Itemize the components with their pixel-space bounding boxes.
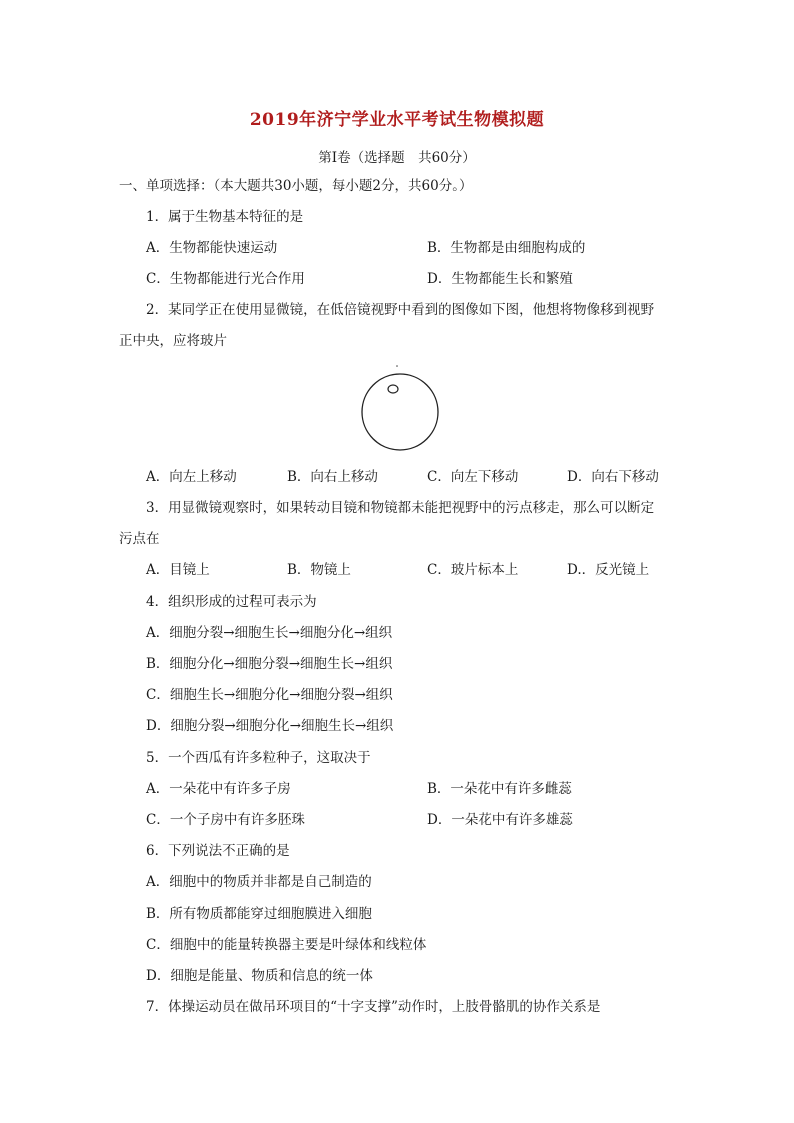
question-4-option-b: B．细胞分化→细胞分裂→细胞生长→组织 (146, 656, 393, 672)
question-3-stem-line2: 污点在 (119, 531, 160, 547)
question-5-stem: 5．一个西瓜有许多粒种子，这取决于 (146, 750, 371, 766)
question-3-option-a: A．目镜上 (146, 562, 210, 578)
question-1-stem: 1．属于生物基本特征的是 (146, 209, 304, 225)
question-2-stem-line2: 正中央，应将玻片 (119, 333, 227, 349)
question-6-option-c: C．细胞中的能量转换器主要是叶绿体和线粒体 (146, 937, 427, 953)
question-2-option-a: A．向左上移动 (146, 469, 237, 485)
question-5-option-a: A．一朵花中有许多子房 (146, 781, 291, 797)
question-2-option-b: B．向右上移动 (287, 469, 378, 485)
microscope-field-figure (360, 362, 450, 454)
exam-title: 2019年济宁学业水平考试生物模拟题 (249, 110, 545, 130)
question-4-stem: 4．组织形成的过程可表示为 (146, 594, 317, 610)
question-5-option-c: C．一个子房中有许多胚珠 (146, 812, 305, 828)
question-1-option-b: B．生物都是由细胞构成的 (427, 240, 586, 256)
question-3-option-c: C．玻片标本上 (427, 562, 519, 578)
question-5-option-d: D．一朵花中有许多雄蕊 (427, 812, 573, 828)
question-5-option-b: B．一朵花中有许多雌蕊 (427, 781, 572, 797)
question-1-option-a: A．生物都能快速运动 (146, 240, 278, 256)
speck-mark (396, 365, 398, 367)
question-2-option-c: C．向左下移动 (427, 469, 519, 485)
question-1-option-d: D．生物都能生长和繁殖 (427, 271, 573, 287)
question-2-stem-line1: 2．某同学正在使用显微镜，在低倍镜视野中看到的图像如下图，他想将物像移到视野 (146, 302, 655, 318)
question-6-option-a: A．细胞中的物质并非都是自己制造的 (146, 874, 372, 890)
question-1-option-c: C．生物都能进行光合作用 (146, 271, 305, 287)
field-of-view-circle (362, 374, 438, 450)
question-7-stem: 7．体操运动员在做吊环项目的“十字支撑”动作时，上肢骨骼肌的协作关系是 (146, 999, 601, 1015)
question-6-option-d: D．细胞是能量、物质和信息的统一体 (146, 968, 373, 984)
specimen-object (388, 385, 398, 393)
question-3-stem-line1: 3．用显微镜观察时，如果转动目镜和物镜都未能把视野中的污点移走，那么可以断定 (146, 500, 655, 516)
question-3-option-d: D.．反光镜上 (567, 562, 650, 578)
question-4-option-a: A．细胞分裂→细胞生长→细胞分化→组织 (146, 625, 393, 641)
question-2-option-d: D．向右下移动 (567, 469, 659, 485)
question-3-option-b: B．物镜上 (287, 562, 351, 578)
question-4-option-d: D．细胞分裂→细胞分化→细胞生长→组织 (146, 718, 394, 734)
question-6-option-b: B．所有物质都能穿过细胞膜进入细胞 (146, 906, 372, 922)
section-heading: 一、单项选择：（本大题共30小题，每小题2分，共60分。） (119, 178, 473, 194)
question-6-stem: 6．下列说法不正确的是 (146, 843, 290, 859)
question-4-option-c: C．细胞生长→细胞分化→细胞分裂→组织 (146, 687, 393, 703)
part-heading: 第Ⅰ卷（选择题 共60分） (318, 150, 476, 166)
